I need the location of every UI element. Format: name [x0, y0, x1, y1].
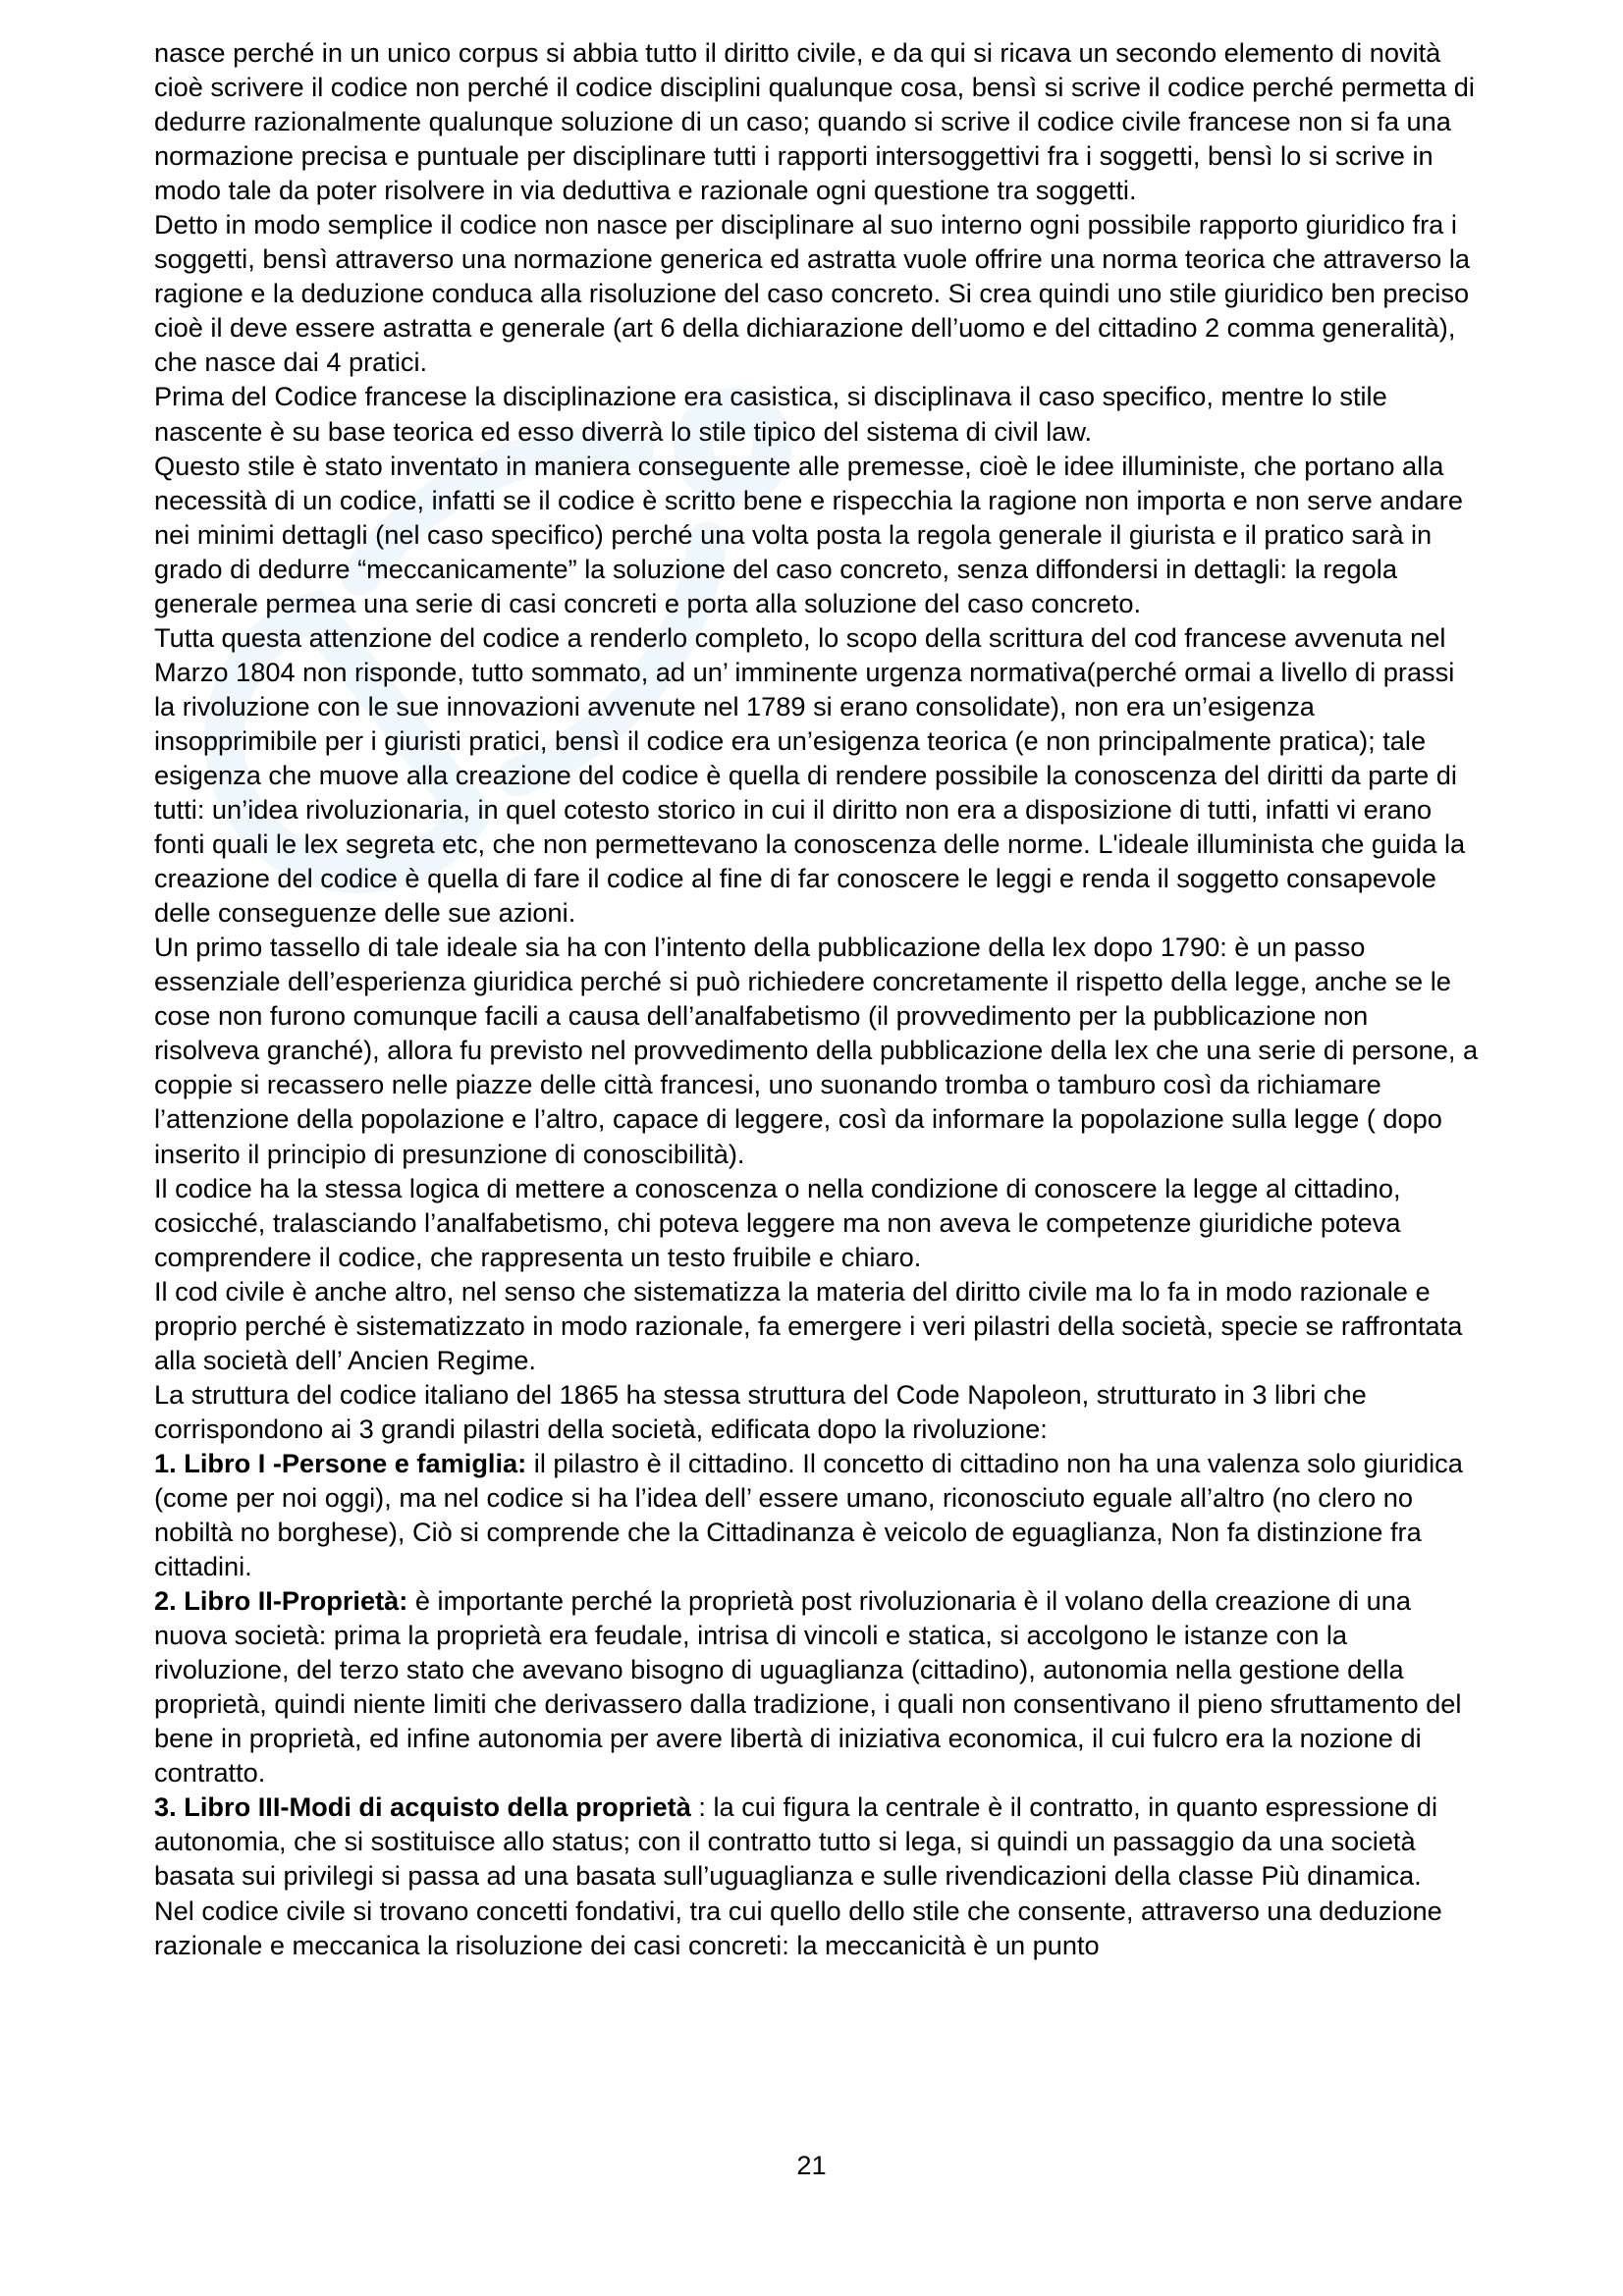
paragraph: Prima del Codice francese la disciplinazione era casistica, si disciplinava il caso specifico, mentre lo stile nascente è su base teorica ed esso diverrà lo stile tipico del sistema di civil law. — [154, 381, 1387, 447]
book-heading: 2. Libro II-Proprietà: — [154, 1585, 408, 1617]
paragraph: Questo stile è stato inventato in maniera conseguente alle premesse, cioè le idee illuministe, che portano alla necessità di un codice, infatti se il codice è scritto bene e rispecchia la ragione non importa e non serve andare nei minimi dettagli (nel caso specifico) perché una volta posta la regola generale il giurista e il pratico sarà in grado di dedurre “meccanicamente” la soluzione del caso concreto, senza diffondersi in dettagli: la regola generale permea una serie di casi concreti e porta alla soluzione del caso concreto. — [154, 450, 1463, 618]
paragraph: Detto in modo semplice il codice non nasce per disciplinare al suo interno ogni possibile rapporto giuridico fra i soggetti, bensì attraverso una normazione generica ed astratta vuole offrire una norma teorica che attraverso la ragione e la deduzione conduca alla risoluzione del caso concreto. Si crea quindi uno stile giuridico ben preciso cioè il deve essere astratta e generale (art 6 della dichiarazione dell’uomo e del cittadino 2 comma generalità), che nasce dai 4 pratici. — [154, 209, 1470, 378]
book-heading: 1. Libro I -Persone e famiglia: — [154, 1447, 527, 1478]
paragraph: Un primo tassello di tale ideale sia ha con l’intento della pubblicazione della lex dopo 1790: è un passo essenziale dell’esperienza giuridica perché si può richiedere concretamente il rispetto della legge, anche se le cose non furono comunque facili a causa dell’analfabetismo (il provvedimento per la pubblicazione non risolveva granché), allora fu previsto nel provvedimento della pubblicazione della lex che una serie di persone, a coppie si recassero nelle piazze delle città francesi, uno suonando tromba o tamburo così da richiamare l’attenzione della popolazione e l’altro, capace di leggere, così da informare la popolazione sulla legge ( dopo inserito il principio di presunzione di conoscibilità). — [154, 932, 1479, 1169]
closing-paragraph: Nel codice civile si trovano concetti fondativi, tra cui quello dello stile che consente, attraverso una deduzione razionale e meccanica la risoluzione dei casi concreti: la meccanicità è un punto — [154, 1895, 1442, 1960]
book-heading: 3. Libro III-Modi di acquisto della proprietà — [154, 1791, 691, 1823]
paragraph: nasce perché in un unico corpus si abbia tutto il diritto civile, e da qui si ricava un secondo elemento di novità cioè scrivere il codice non perché il codice disciplini qualunque cosa, bensì si scrive il codice perché permetta di dedurre razionalmente qualunque soluzione di un caso; quando si scrive il codice civile francese non si fa una normazione precisa e puntuale per disciplinare tutti i rapporti intersoggettivi fra i soggetti, bensì lo si scrive in modo tale da poter risolvere in via deduttiva e razionale ogni questione tra soggetti. — [154, 37, 1475, 206]
book-text: : la cui figura la centrale è il contratto, in quanto espressione di autonomia, che si sostituisce allo status; con il contratto tutto si lega, si quindi un passaggio da una società basata sui privilegi si passa ad una basata sull’uguaglianza e sulle rivendicazioni della classe Più dinamica. — [154, 1791, 1438, 1892]
page-number: 21 — [796, 2150, 827, 2180]
paragraph: Il cod civile è anche altro, nel senso che sistematizza la materia del diritto civile ma lo fa in modo razionale e proprio perché è sistematizzato in modo razionale, fa emergere i veri pilastri della società, specie se raffrontata alla società dell’ Ancien Regime. — [154, 1275, 1463, 1375]
document-body — [154, 35, 1480, 1962]
paragraph: La struttura del codice italiano del 1865 ha stessa struttura del Code Napoleon, strutturato in 3 libri che corrispondono ai 3 grandi pilastri della società, edificata dopo la rivoluzione: — [154, 1378, 1367, 1444]
paragraph: Il codice ha la stessa logica di mettere a conoscenza o nella condizione di conoscere la legge al cittadino, cosicché, tralasciando l’analfabetismo, chi poteva leggere ma non aveva le competenze giuridiche poteva comprendere il codice, che rappresenta un testo fruibile e chiaro. — [154, 1172, 1401, 1272]
book-item-modi-acquisto — [154, 1789, 1480, 1893]
book-text: il pilastro è il cittadino. Il concetto di cittadino non ha una valenza solo giuridica (come per noi oggi), ma nel codice si ha l’idea dell’ essere umano, riconosciuto eguale all’altro (no clero no nobiltà no borghese), Ciò si comprende che la Cittadinanza è veicolo de eguaglianza, Non fa distinzione fra cittadini. — [154, 1447, 1463, 1582]
book-item-proprieta — [154, 1583, 1480, 1789]
book-item-persone-famiglia — [154, 1446, 1480, 1583]
book-text: è importante perché la proprietà post rivoluzionaria è il volano della creazione di una nuova società: prima la proprietà era feudale, intrisa di vincoli e statica, si accolgono le istanze con la rivoluzione, del terzo stato che avevano bisogno di uguaglianza (cittadino), autonomia nella gestione della proprietà, quindi niente limiti che derivassero dalla tradizione, i quali non consentivano il pieno sfruttamento del bene in proprietà, ed infine autonomia per avere libertà di iniziativa economica, il cui fulcro era la nozione di contratto. — [154, 1585, 1462, 1789]
paragraph: Tutta questa attenzione del codice a renderlo completo, lo scopo della scrittura del cod francese avvenuta nel Marzo 1804 non risponde, tutto sommato, ad un’ imminente urgenza normativa(perché ormai a livello di prassi la rivoluzione con le sue innovazioni avvenute nel 1789 si erano consolidate), non era un’esigenza insopprimibile per i giuristi pratici, bensì il codice era un’esigenza teorica (e non principalmente pratica); tale esigenza che muove alla creazione del codice è quella di rendere possibile la conoscenza del diritti da parte di tutti: un’idea rivoluzionaria, in quel cotesto storico in cui il diritto non era a disposizione di tutti, infatti vi erano fonti quali le lex segreta etc, che non permettevano la conoscenza delle norme. L'ideale illuminista che guida la creazione del codice è quella di fare il codice al fine di far conoscere le leggi e renda il soggetto consapevole delle conseguenze delle sue azioni. — [154, 621, 1466, 929]
